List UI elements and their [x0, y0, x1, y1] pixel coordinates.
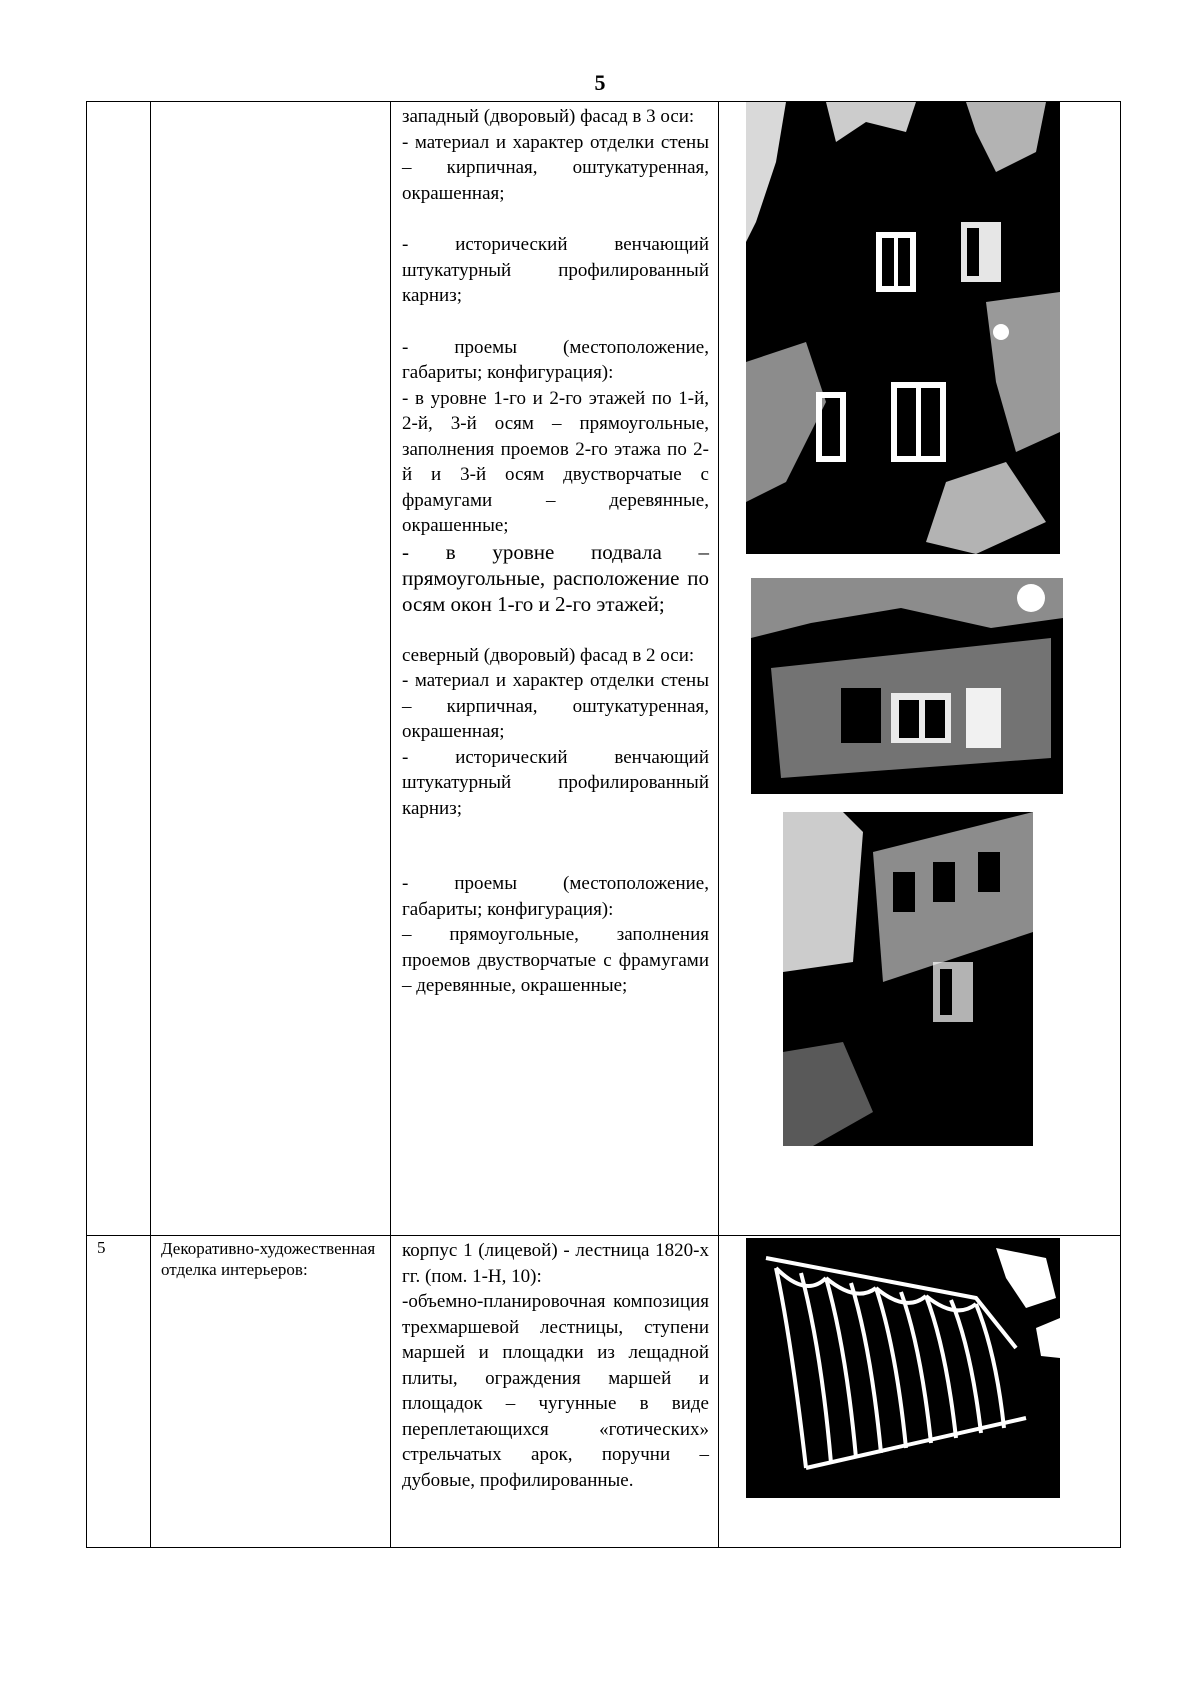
photo-courtyard-facade	[751, 578, 1063, 794]
photo-staircase-railing	[746, 1238, 1060, 1498]
category-cell: Декоративно-художественная отделка интерьеров:	[151, 1236, 391, 1548]
description-text: - проемы (местоположение, габариты; конфигурация):	[402, 873, 709, 920]
description-text: - материал и характер отделки стены – кирпичная, оштукатуренная, окрашенная;	[402, 670, 709, 742]
description-cell	[391, 1236, 719, 1548]
monument-subject-table	[86, 101, 1121, 1548]
description-text: - в уровне подвала – прямоугольные, расположение по осям окон 1-го и 2-го этажей;	[402, 539, 709, 616]
description-text: корпус 1 (лицевой) - лестница 1820-х гг. (пом. 1-Н, 10):	[402, 1240, 709, 1287]
description-text: - исторический венчающий штукатурный профилированный карниз;	[402, 234, 709, 306]
row-number-cell: 5	[87, 1236, 151, 1548]
photo-cell	[719, 1236, 1121, 1548]
description-text: северный (дворовый) фасад в 2 оси:	[402, 644, 695, 666]
description-text: западный (дворовый) фасад в 3 оси:	[402, 106, 695, 127]
category-cell	[151, 102, 391, 1236]
photo-west-facade	[746, 102, 1060, 554]
table-row	[87, 1236, 1121, 1548]
table-row	[87, 102, 1121, 1236]
photo-cell	[719, 102, 1121, 1236]
description-text: - исторический венчающий штукатурный профилированный карниз;	[402, 746, 709, 819]
description-text: - в уровне 1-го и 2-го этажей по 1-й, 2-й, 3-й осям – прямоугольные, заполнения проемов 2-го этажа по 2-й и 3-й осям двустворчатые с фрамугами – деревянные, окрашенные;	[402, 387, 709, 536]
row-number-cell	[87, 102, 151, 1236]
description-text: - проемы (местоположение, габариты; конфигурация):	[402, 336, 709, 383]
description-cell	[391, 102, 719, 1236]
description-text: – прямоугольные, заполнения проемов двустворчатые с фрамугами – деревянные, окрашенные;	[402, 924, 709, 996]
description-text: - материал и характер отделки стены – кирпичная, оштукатуренная, окрашенная;	[402, 131, 709, 204]
photo-north-facade	[783, 812, 1033, 1146]
description-text: -объемно-планировочная композиция трехмаршевой лестницы, ступени маршей и площадки из лещадной плиты, ограждения маршей и площадок – чугунные в виде переплетающихся «готических» стрельчатых арок, поручни – дубовые, профилированные.	[402, 1291, 709, 1491]
page-number: 5	[594, 70, 606, 95]
